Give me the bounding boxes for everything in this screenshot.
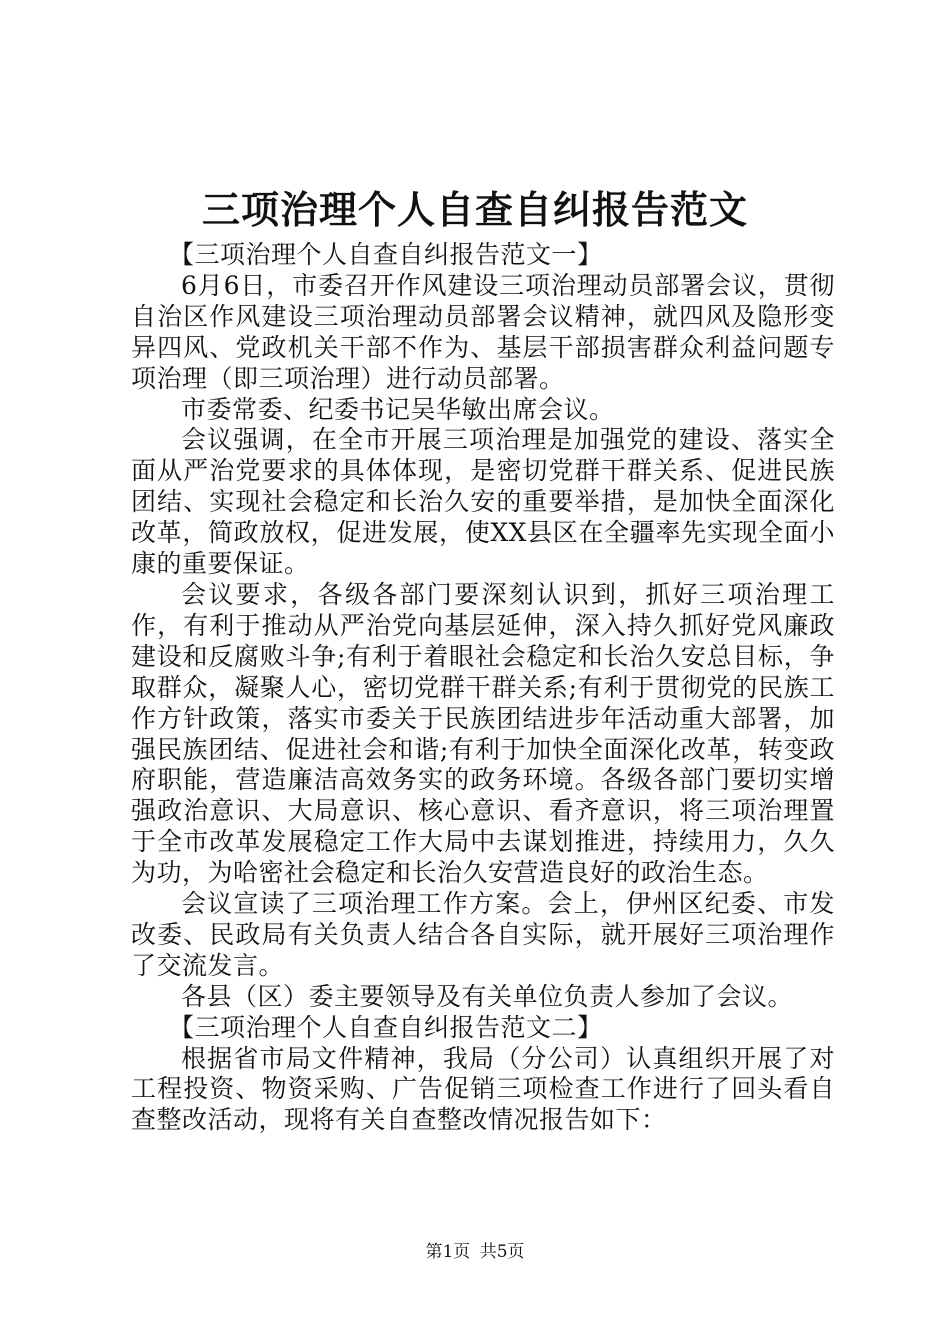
paragraph: 6月6日，市委召开作风建设三项治理动员部署会议，贯彻自治区作风建设三项治理动员部署会议精神，就四风及隐形变异四风、党政机关干部不作为、基层干部损害群众利益问题专项治理（即三项治理）进行动员部署。 xyxy=(131,270,835,393)
paragraph: 会议强调，在全市开展三项治理是加强党的建设、落实全面从严治党要求的具体体现，是密切党群干群关系、促进民族团结、实现社会稳定和长治久安的重要举措，是加快全面深化改革，简政放权，促进发展，使XX县区在全疆率先实现全面小康的重要保证。 xyxy=(131,425,835,579)
document-body xyxy=(131,240,835,1136)
paragraph: 市委常委、纪委书记吴华敏出席会议。 xyxy=(181,394,615,424)
paragraph: 会议宣读了三项治理工作方案。会上，伊州区纪委、市发改委、民政局有关负责人结合各自实际，就开展好三项治理作了交流发言。 xyxy=(131,889,835,980)
paragraph: 各县（区）委主要领导及有关单位负责人参加了会议。 xyxy=(181,981,794,1011)
paragraph: 会议要求，各级各部门要深刻认识到，抓好三项治理工作，有利于推动从严治党向基层延伸，深入持久抓好党风廉政建设和反腐败斗争;有利于着眼社会稳定和长治久安总目标，争取群众，凝聚人心，密切党群干群关系;有利于贯彻党的民族工作方针政策，落实市委关于民族团结进步年活动重大部署，加强民族团结、促进社会和谐;有利于加快全面深化改革，转变政府职能，营造廉洁高效务实的政务环境。各级各部门要切实增强政治意识、大局意识、核心意识、看齐意识，将三项治理置于全市改革发展稳定工作大局中去谋划推进，持续用力，久久为功，为哈密社会稳定和长治久安营造良好的政治生态。 xyxy=(131,579,835,888)
section-heading-2: 【三项治理个人自查自纠报告范文二】 xyxy=(169,1012,603,1042)
document-title: 三项治理个人自查自纠报告范文 xyxy=(201,187,748,232)
page-footer: 第1页 共5页 xyxy=(425,1242,525,1262)
paragraph: 根据省市局文件精神，我局（分公司）认真组织开展了对工程投资、物资采购、广告促销三项检查工作进行了回头看自查整改活动，现将有关自查整改情况报告如下： xyxy=(131,1043,835,1135)
section-heading-1: 【三项治理个人自查自纠报告范文一】 xyxy=(169,240,603,269)
